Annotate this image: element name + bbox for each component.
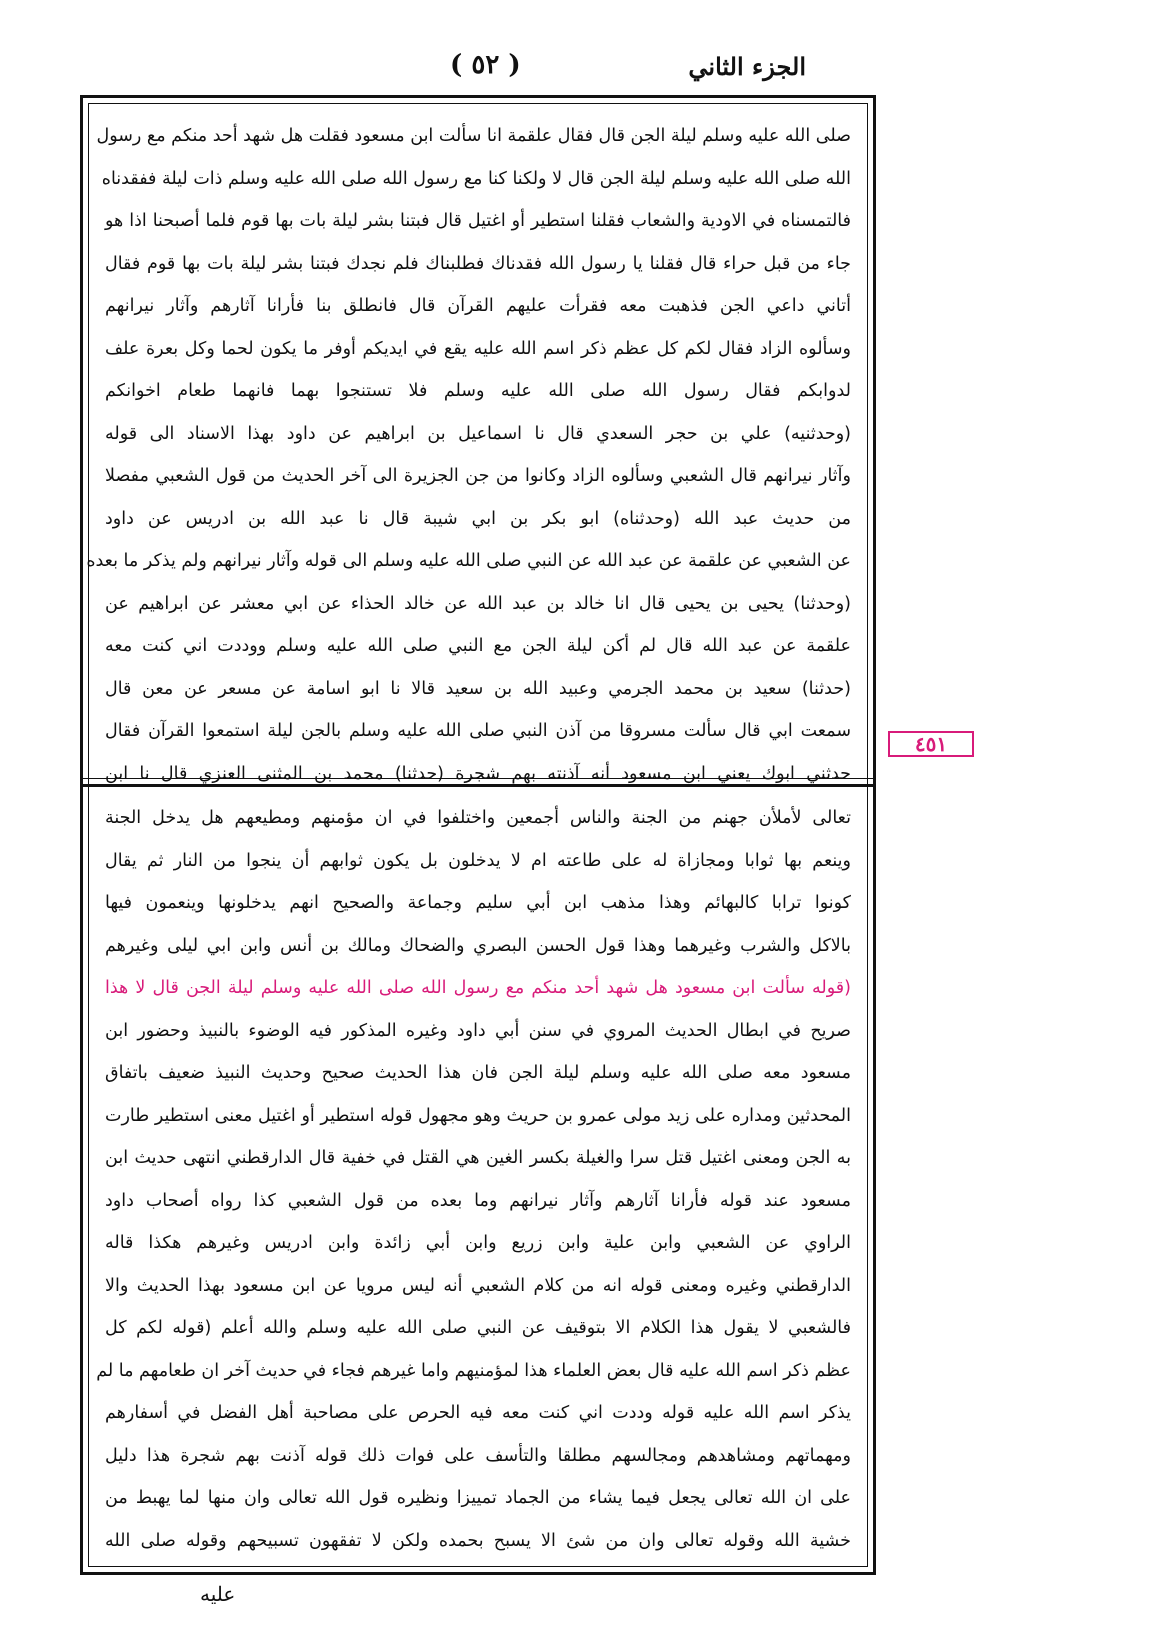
commentary-line: فالشعبي لا يقول هذا الكلام الا بتوقيف عن النبي صلى الله عليه وسلم والله أعلم (قوله لكم كل (105, 1318, 851, 1338)
hadith-line: من حديث عبد الله (وحدثناه) ابو بكر بن ابي شيبة قال نا عبد الله بن ادريس عن داود (105, 508, 851, 529)
commentary-line: مسعود معه صلى الله عليه وسلم ليلة الجن فان هذا الحديث صحيح وحديث النبيذ ضعيف باتفاق (105, 1063, 851, 1083)
commentary-line: وينعم بها ثوابا ومجازاة له على طاعته ام لا يدخلون بل يكون ثوابهم أن ينجوا من النار ثم يقال (105, 850, 851, 871)
commentary-line: الراوي عن الشعبي وابن علية وابن زريع وابن أبي زائدة وابن ادريس وغيرهم هكذا قاله (105, 1233, 851, 1253)
hadith-line: حدثني ابوك يعني ابن مسعود أنه آذنته بهم شجرة (حدثنا) محمد بن المثنى العنزي قال نا ابن (105, 763, 851, 784)
hadith-line: أتاني داعي الجن فذهبت معه فقرأت عليهم القرآن قال فانطلق بنا فأرانا آثارهم وآثار نيرانهم (105, 296, 851, 316)
commentary-line: كونوا ترابا كالبهائم وهذا مذهب ابن أبي سليم وجماعة والصحيح انهم يدخلونها وينعمون فيها (105, 893, 851, 913)
commentary-line: المحدثين ومداره على زيد مولى عمرو بن حريث وهو مجهول قوله استطير أو اغتيل معنى استطير طارت (105, 1105, 851, 1126)
commentary-line: الدارقطني وغيره ومعنى قوله انه من كلام الشعبي أنه ليس مرويا عن ابن مسعود بهذا الحديث والا (105, 1275, 851, 1296)
hadith-line: عن الشعبي عن علقمة عن عبد الله عن النبي صلى الله عليه وسلم الى قوله وآثار نيرانهم ولم يذكر ما بعده (86, 551, 851, 571)
marginal-hadith-number: ٤٥١ (888, 731, 974, 757)
commentary-line: تعالى لأملأن جهنم من الجنة والناس أجمعين واختلفوا في ان مؤمنهم ومطيعهم هل يدخل الجنة (105, 808, 851, 828)
hadith-line: (حدثنا) سعيد بن محمد الجرمي وعبيد الله بن سعيد قالا نا ابو اسامة عن مسعر عن معن قال (105, 678, 851, 699)
hadith-line: وآثار نيرانهم قال الشعبي وسألوه الزاد وكانوا من جن الجزيرة الى آخر الحديث من قول الشعبي مفصلا (105, 466, 851, 486)
hadith-line: جاء من قبل حراء قال فقلنا يا رسول الله فقدناك فطلبناك فلم نجدك فبتنا بشر ليلة بات بها قوم فقال (105, 253, 851, 274)
commentary-line: بالاكل والشرب وغيرهما وهذا قول الحسن البصري والضحاك ومالك بن أنس وابن ابي ليلى وغيرهم (105, 935, 851, 956)
catchword: عليه (200, 1582, 236, 1606)
commentary-line: صريح في ابطال الحديث المروي في سنن أبي داود وغيره المذكور فيه الوضوء بالنبيذ وحضور ابن (105, 1020, 851, 1041)
running-title: الجزء الثاني (688, 52, 806, 81)
hadith-line: فالتمسناه في الاودية والشعاب فقلنا استطير أو اغتيل قال فبتنا بشر ليلة بات بها قوم فلما أصبحنا اذا هو (105, 211, 851, 231)
commentary-line: خشية الله وقوله تعالى وان من شئ الا يسبح بحمده ولكن لا تفقهون تسبيحهم وقوله صلى الله (105, 1530, 851, 1551)
commentary-line: على ان الله تعالى يجعل فيما يشاء من الجماد تمييزا ونظيره قول الله تعالى وان منها لما يهبط من (105, 1488, 851, 1508)
hadith-line: سمعت ابي قال سألت مسروقا من آذن النبي صلى الله عليه وسلم بالجن ليلة استمعوا القرآن فقال (105, 721, 851, 741)
hadith-line: (وحدثنيه) علي بن حجر السعدي قال نا اسماعيل بن ابراهيم عن داود بهذا الاسناد الى قوله (105, 423, 851, 444)
commentary-line: عظم ذكر اسم الله عليه قال بعض العلماء هذا لمؤمنيهم واما غيرهم فجاء في حديث آخر ان طعامهم ما لم (96, 1360, 851, 1381)
commentary-line: يذكر اسم الله عليه قوله وددت اني كنت معه فيه الحرص على مصاحبة أهل الفضل في أسفارهم (105, 1403, 851, 1423)
hadith-line: علقمة عن عبد الله قال لم أكن ليلة الجن مع النبي صلى الله عليه وسلم ووددت اني كنت معه (105, 636, 851, 656)
page-number: ( ٥٢ ) (450, 50, 521, 80)
hadith-line: (وحدثنا) يحيى بن يحيى قال انا خالد بن عبد الله عن خالد الحذاء عن ابي معشر عن ابراهيم عن (105, 593, 851, 614)
commentary-line: به الجن ومعنى اغتيل قتل سرا والغيلة بكسر الغين هي القتل في خفية قال الدارقطني انتهى حديث ابن (105, 1148, 851, 1168)
hadith-line: صلى الله عليه وسلم ليلة الجن قال فقال علقمة انا سألت ابن مسعود فقلت هل شهد أحد منكم مع رسول (96, 126, 851, 146)
hadith-line: الله صلى الله عليه وسلم ليلة الجن قال لا ولكنا كنا مع رسول الله صلى الله عليه وسلم ذات ليلة ففقدناه (101, 168, 851, 189)
commentary-text (96, 797, 851, 1567)
hadith-text (86, 115, 851, 784)
hadith-line: وسألوه الزاد فقال لكم كل عظم ذكر اسم الله عليه يقع في ايديكم أوفر ما يكون لحما وكل بعرة علف (105, 338, 851, 359)
commentary-line: ومهماتهم ومشاهدهم ومجالسهم مطلقا والتأسف على فوات ذلك قوله آذنت بهم شجرة هذا دليل (105, 1445, 851, 1466)
commentary-line: (قوله سألت ابن مسعود هل شهد أحد منكم مع رسول الله صلى الله عليه وسلم ليلة الجن قال لا هذا (105, 978, 851, 998)
commentary-line: مسعود عند قوله فأرانا آثارهم وآثار نيرانهم وما بعده من قول الشعبي كذا رواه أصحاب داود (105, 1190, 851, 1211)
hadith-line: لدوابكم فقال رسول الله صلى الله عليه وسلم فلا تستنجوا بهما فانهما طعام اخوانكم (105, 381, 851, 401)
